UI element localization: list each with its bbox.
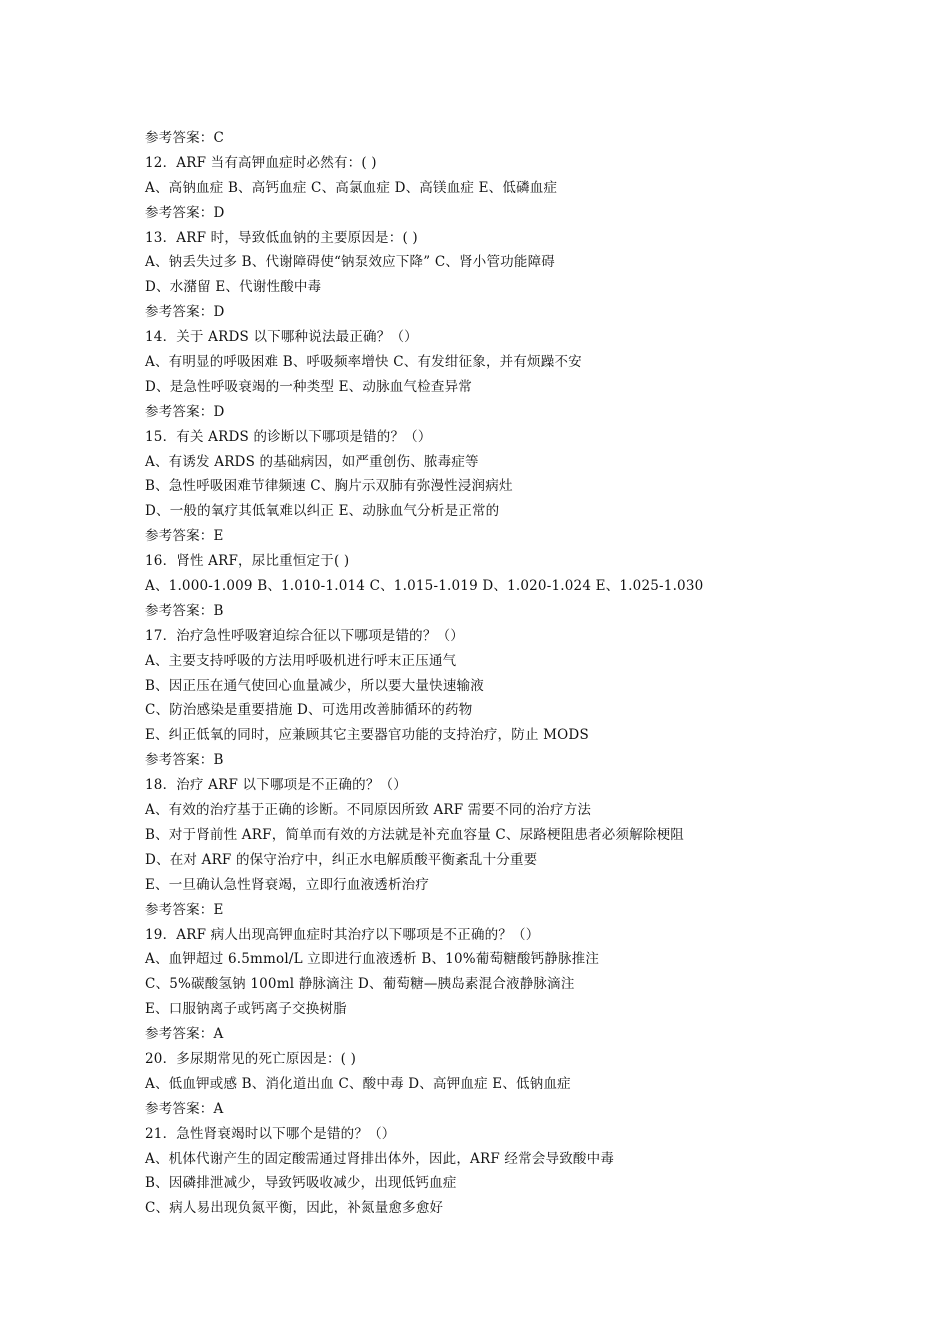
- options-line: D、在对 ARF 的保守治疗中，纠正水电解质酸平衡紊乱十分重要: [145, 851, 538, 868]
- answer-line: 参考答案：A: [145, 1100, 224, 1117]
- options-line: E、一旦确认急性肾衰竭，立即行血液透析治疗: [145, 876, 430, 893]
- options-line: A、高钠血症 B、高钙血症 C、高氯血症 D、高镁血症 E、低磷血症: [145, 179, 558, 196]
- options-line: D、水潴留 E、代谢性酸中毒: [145, 279, 322, 296]
- options-line: B、因磷排泄减少，导致钙吸收减少，出现低钙血症: [145, 1175, 457, 1192]
- options-line: E、口服钠离子或钙离子交换树脂: [145, 1001, 347, 1018]
- options-line: B、因正压在通气使回心血量减少，所以要大量快速输液: [145, 677, 484, 694]
- question-line: 16．肾性 ARF，尿比重恒定于( ): [145, 553, 350, 570]
- options-line: D、是急性呼吸衰竭的一种类型 E、动脉血气检查异常: [145, 378, 472, 395]
- options-line: A、血钾超过 6.5mmol/L 立即进行血液透析 B、10%葡萄糖酸钙静脉推注: [145, 951, 600, 968]
- question-line: 15．有关 ARDS 的诊断以下哪项是错的？（）: [145, 428, 432, 445]
- question-line: 19．ARF 病人出现高钾血症时其治疗以下哪项是不正确的？（）: [145, 926, 540, 943]
- question-line: 20．多尿期常见的死亡原因是：( ): [145, 1050, 357, 1067]
- question-line: 13．ARF 时，导致低血钠的主要原因是：( ): [145, 229, 418, 246]
- answer-line: 参考答案：D: [145, 204, 225, 221]
- question-line: 21．急性肾衰竭时以下哪个是错的？（）: [145, 1125, 396, 1142]
- document-body: [145, 126, 845, 1221]
- answer-line: 参考答案：E: [145, 901, 224, 918]
- options-line: C、病人易出现负氮平衡，因此，补氮量愈多愈好: [145, 1200, 444, 1217]
- options-line: E、纠正低氧的同时，应兼顾其它主要器官功能的支持治疗，防止 MODS: [145, 727, 589, 744]
- options-line: A、有明显的呼吸困难 B、呼吸频率增快 C、有发绀征象，并有烦躁不安: [145, 354, 582, 371]
- question-line: 18．治疗 ARF 以下哪项是不正确的？（）: [145, 777, 407, 794]
- options-line: D、一般的氧疗其低氧难以纠正 E、动脉血气分析是正常的: [145, 503, 500, 520]
- options-line: A、有诱发 ARDS 的基础病因，如严重创伤、脓毒症等: [145, 453, 479, 470]
- options-line: C、防治感染是重要措施 D、可选用改善肺循环的药物: [145, 702, 473, 719]
- question-line: 14．关于 ARDS 以下哪种说法最正确？（）: [145, 329, 418, 346]
- answer-line: 参考答案：D: [145, 403, 225, 420]
- answer-line: 参考答案：B: [145, 752, 224, 769]
- options-line: B、急性呼吸困难节律频速 C、胸片示双肺有弥漫性浸润病灶: [145, 478, 513, 495]
- options-line: A、机体代谢产生的固定酸需通过肾排出体外，因此，ARF 经常会导致酸中毒: [145, 1150, 615, 1167]
- answer-line: 参考答案：A: [145, 1026, 224, 1043]
- options-line: A、有效的治疗基于正确的诊断。不同原因所致 ARF 需要不同的治疗方法: [145, 802, 592, 819]
- options-line: A、主要支持呼吸的方法用呼吸机进行呼末正压通气: [145, 652, 457, 669]
- answer-line: 参考答案：C: [145, 130, 225, 146]
- options-line: A、钠丢失过多 B、代谢障碍使“钠泵效应下降” C、肾小管功能障碍: [145, 254, 555, 271]
- answer-line: 参考答案：E: [145, 528, 224, 545]
- options-line: A、1.000-1.009 B、1.010-1.014 C、1.015-1.019 D、1.020-1.024 E、1.025-1.030: [145, 578, 704, 595]
- options-line: A、低血钾或感 B、消化道出血 C、酸中毒 D、高钾血症 E、低钠血症: [145, 1075, 571, 1092]
- options-line: C、5%碳酸氢钠 100ml 静脉滴注 D、葡萄糖—胰岛素混合液静脉滴注: [145, 976, 575, 993]
- question-line: 17．治疗急性呼吸窘迫综合征以下哪项是错的？（）: [145, 627, 464, 644]
- question-line: 12．ARF 当有高钾血症时必然有：( ): [145, 154, 377, 171]
- answer-line: 参考答案：B: [145, 602, 224, 619]
- answer-line: 参考答案：D: [145, 304, 225, 321]
- options-line: B、对于肾前性 ARF，简单而有效的方法就是补充血容量 C、尿路梗阻患者必须解除梗阻: [145, 826, 685, 843]
